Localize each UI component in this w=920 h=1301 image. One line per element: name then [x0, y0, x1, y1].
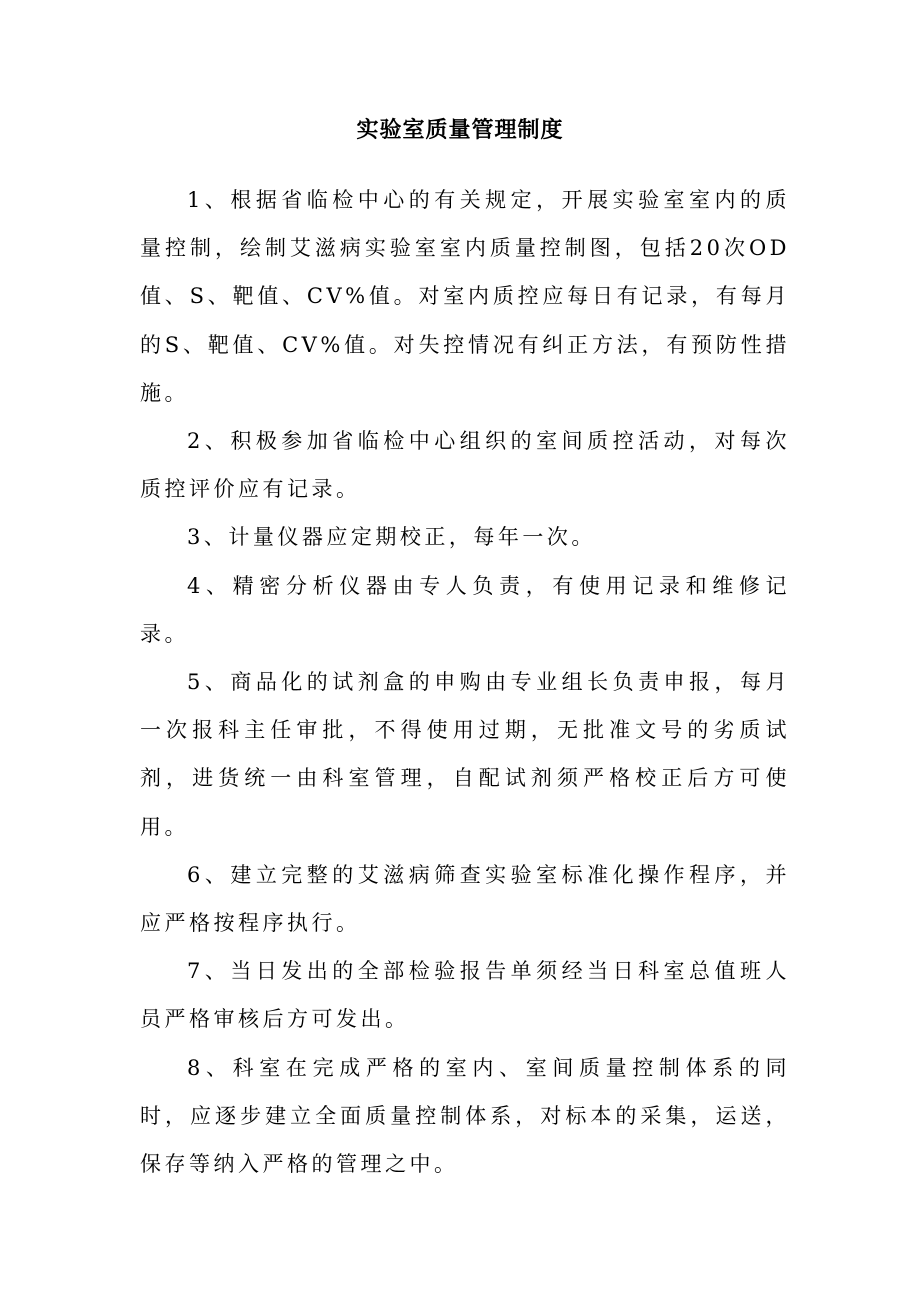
paragraph-1: 1、根据省临检中心的有关规定，开展实验室室内的质量控制，绘制艾滋病实验室室内质量控制图，包括20次OD值、S、靶值、CV%值。对室内质控应每日有记录，有每月的S、靶值、CV%值。对失控情况有纠正方法，有预防性措施。	[140, 188, 790, 405]
paragraph-4: 4、精密分析仪器由专人负责，有使用记录和维修记录。	[140, 573, 790, 646]
document-title: 实验室质量管理制度	[356, 117, 564, 143]
paragraph-3: 3、计量仪器应定期校正，每年一次。	[187, 525, 596, 550]
paragraph-8: 8、科室在完成严格的室内、室间质量控制体系的同时，应逐步建立全面质量控制体系，对标本的采集，运送，保存等纳入严格的管理之中。	[140, 1055, 790, 1177]
paragraph-2: 2、积极参加省临检中心组织的室间质控活动，对每次质控评价应有记录。	[140, 429, 790, 502]
document-body	[140, 176, 790, 1188]
paragraph-5: 5、商品化的试剂盒的申购由专业组长负责申报，每月一次报科主任审批，不得使用过期，无批准文号的劣质试剂，进货统一由科室管理，自配试剂须严格校正后方可使用。	[140, 670, 790, 839]
paragraph-6: 6、建立完整的艾滋病筛查实验室标准化操作程序，并应严格按程序执行。	[140, 862, 790, 936]
paragraph-7: 7、当日发出的全部检验报告单须经当日科室总值班人员严格审核后方可发出。	[140, 959, 790, 1032]
